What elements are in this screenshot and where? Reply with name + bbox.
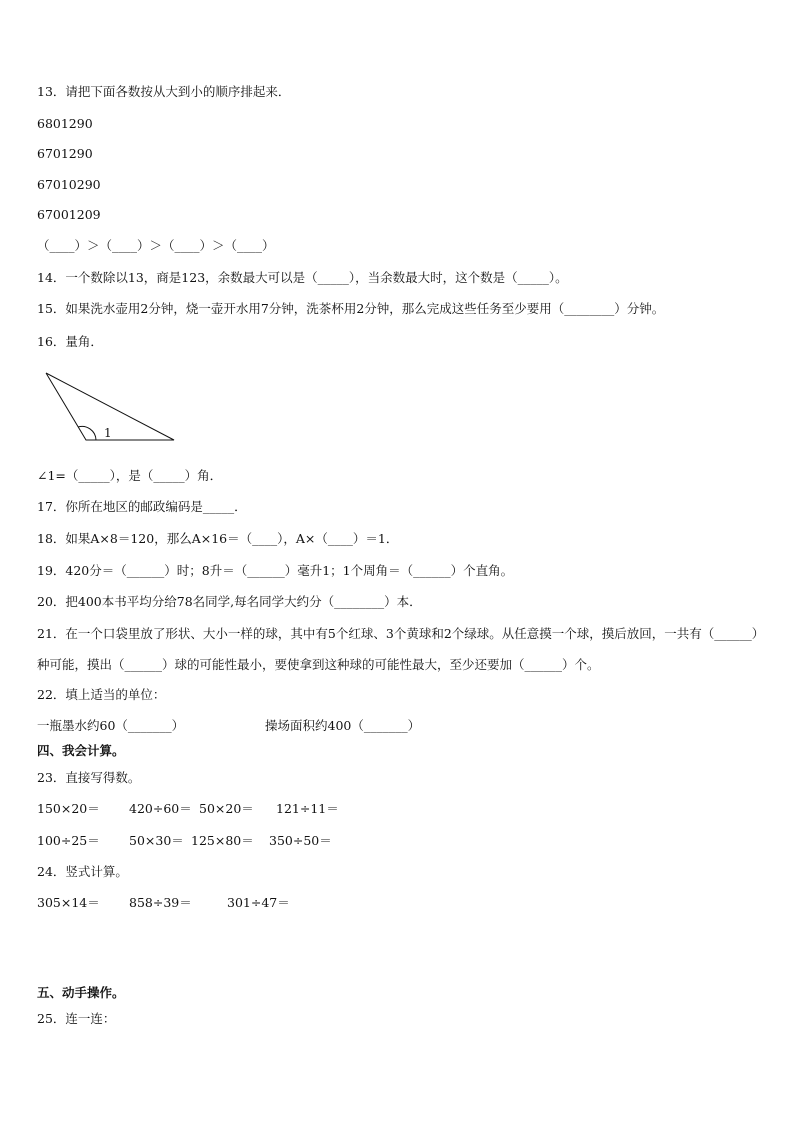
triangle-angle-diagram [40,368,185,444]
angle-arc [78,426,96,440]
q23-row1-item4: 121÷11＝ [276,801,339,816]
q13-number-2: 6701290 [37,146,93,161]
q23-row2-item3: 125×80＝ [191,833,254,848]
q16-title: 16．量角． [37,334,103,349]
q13-answer: （____）＞（____）＞（____）＞（____） [37,238,275,253]
q23-row2-item2: 50×30＝ [129,833,184,848]
section-4-heading: 四、我会计算。 [37,743,125,758]
q20: 20．把400本书平均分给78名同学,每名同学大约分（________）本． [37,594,422,609]
q23-row1-item1: 150×20＝ [37,801,100,816]
q22-item-1: 一瓶墨水约60（_______） [37,718,185,733]
q13-number-3: 67010290 [37,177,101,192]
q13-number-4: 67001209 [37,207,101,222]
q13-title: 13．请把下面各数按从大到小的顺序排起来． [37,84,291,99]
q18: 18．如果A×8＝120，那么A×16＝（____），A×（____）＝1． [37,531,399,546]
q23-title: 23．直接写得数。 [37,770,141,785]
q24-item-3: 301÷47＝ [227,895,290,910]
q19: 19．420分＝（______）时；8升＝（______）毫升1；1个周角＝（______）个直角。 [37,563,514,578]
q14: 14．一个数除以13，商是123，余数最大可以是（_____），当余数最大时，这个数是（_____）。 [37,270,568,285]
q22-item-2: 操场面积约400（_______） [265,718,421,733]
q24-item-2: 858÷39＝ [129,895,192,910]
q13-number-1: 6801290 [37,116,93,131]
q15: 15．如果洗水壶用2分钟，烧一壶开水用7分钟，洗茶杯用2分钟，那么完成这些任务至少要用（________）分钟。 [37,301,665,316]
q23-row2-item4: 350÷50＝ [269,833,332,848]
q23-row1-item3: 50×20＝ [199,801,254,816]
q24-title: 24．竖式计算。 [37,864,128,879]
q23-row2-item1: 100÷25＝ [37,833,100,848]
q23-row1-item2: 420÷60＝ [129,801,192,816]
q16-answer: ∠1=（_____），是（_____）角． [37,468,223,483]
section-5-heading: 五、动手操作。 [37,985,125,1000]
q21: 21．在一个口袋里放了形状、大小一样的球，其中有5个红球、3个黄球和2个绿球。从任意摸一个球，摸后放回，一共有（______）种可能，摸出（______）球的可能性最小，要使拿到这种球的可能性最大，至少还要加（______）个。 [37,626,759,672]
q17: 17．你所在地区的邮政编码是_____． [37,499,247,514]
angle-label: 1 [104,426,112,440]
q25: 25．连一连： [37,1011,116,1026]
q24-item-1: 305×14＝ [37,895,100,910]
q22-title: 22．填上适当的单位： [37,687,166,702]
